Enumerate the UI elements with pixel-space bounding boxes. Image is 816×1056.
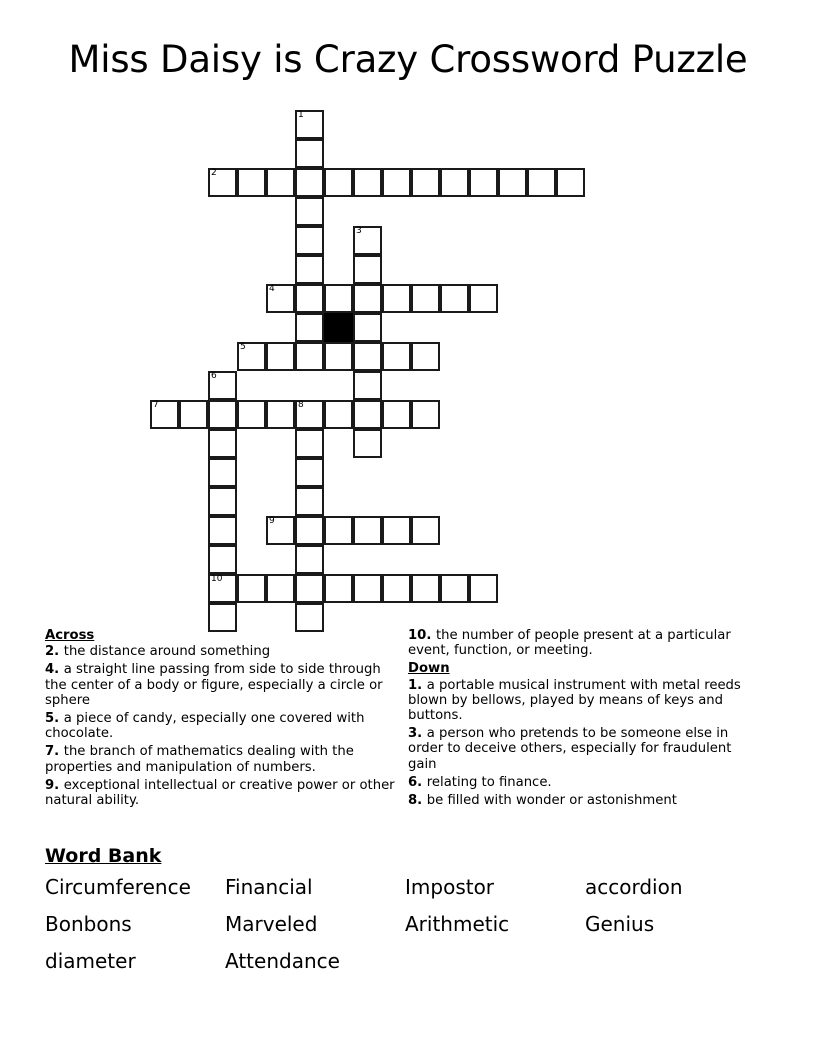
clue-text: a portable musical instrument with metal reeds blown by bellows, played by means of keys and buttons. (408, 677, 741, 724)
clue-text: a straight line passing from side to side through the center of a body or figure, especially a circle or sphere (45, 662, 383, 708)
down-clues (408, 678, 760, 809)
page-title: Miss Daisy is Crazy Crossword Puzzle (68, 38, 748, 81)
cell-number: 3 (356, 226, 362, 236)
word-bank-grid (45, 873, 775, 976)
grid-cell[interactable] (208, 487, 237, 516)
clue-item (45, 778, 395, 808)
cell-number: 5 (240, 342, 246, 352)
grid-cell[interactable] (266, 342, 295, 371)
grid-cell[interactable] (324, 516, 353, 545)
grid-cell[interactable] (208, 429, 237, 458)
grid-cell[interactable] (295, 255, 324, 284)
grid-cell[interactable] (353, 574, 382, 603)
grid-cell[interactable] (353, 168, 382, 197)
across-clues-left (45, 644, 395, 808)
grid-cell[interactable] (295, 487, 324, 516)
grid-cell[interactable] (208, 516, 237, 545)
word-bank-word[interactable]: Genius (585, 912, 655, 936)
down-clue-list (408, 628, 760, 811)
grid-cell[interactable] (295, 284, 324, 313)
clue-item (408, 678, 760, 724)
clue-item (408, 628, 760, 658)
grid-cell[interactable] (556, 168, 585, 197)
grid-block-cell (324, 313, 353, 342)
word-bank-word[interactable]: Marveled (225, 912, 318, 936)
grid-cell[interactable] (411, 516, 440, 545)
clue-number: 4. (45, 662, 64, 678)
grid-cell[interactable] (469, 574, 498, 603)
grid-cell[interactable] (469, 168, 498, 197)
grid-cell[interactable] (295, 139, 324, 168)
grid-cell[interactable] (237, 168, 266, 197)
clue-text: relating to finance. (426, 774, 552, 790)
grid-cell[interactable] (295, 313, 324, 342)
cell-number: 10 (211, 574, 223, 584)
grid-cell[interactable] (295, 226, 324, 255)
across-heading: Across (45, 628, 95, 643)
across-clues-right (408, 628, 760, 658)
grid-cell[interactable] (411, 400, 440, 429)
grid-cell[interactable] (440, 284, 469, 313)
grid-cell[interactable] (324, 574, 353, 603)
clue-number: 8. (408, 793, 427, 809)
grid-cell[interactable] (295, 197, 324, 226)
clue-item (408, 726, 760, 772)
grid-cell[interactable] (295, 574, 324, 603)
clue-item (45, 711, 395, 741)
grid-cell[interactable] (353, 313, 382, 342)
grid-cell[interactable] (353, 516, 382, 545)
grid-cell[interactable] (469, 284, 498, 313)
grid-cell[interactable] (440, 168, 469, 197)
grid-cell[interactable] (208, 458, 237, 487)
grid-cell[interactable] (295, 342, 324, 371)
clue-text: a piece of candy, especially one covered with chocolate. (45, 711, 365, 742)
grid-cell[interactable] (353, 226, 382, 255)
word-bank-word[interactable]: Arithmetic (405, 912, 510, 936)
grid-cell[interactable] (266, 574, 295, 603)
grid-cell[interactable] (295, 516, 324, 545)
grid-cell[interactable] (295, 545, 324, 574)
grid-cell[interactable] (237, 342, 266, 371)
clue-number: 3. (408, 726, 427, 742)
clue-text: the branch of mathematics dealing with the properties and manipulation of numbers. (45, 744, 354, 775)
grid-cell[interactable] (324, 168, 353, 197)
grid-cell[interactable] (295, 429, 324, 458)
cell-number: 7 (153, 400, 159, 410)
grid-cell[interactable] (324, 342, 353, 371)
grid-cell[interactable] (266, 168, 295, 197)
grid-cell[interactable] (353, 284, 382, 313)
grid-cell[interactable] (179, 400, 208, 429)
grid-cell[interactable] (208, 545, 237, 574)
cell-number: 2 (211, 168, 217, 178)
grid-cell[interactable] (266, 284, 295, 313)
down-heading: Down (408, 661, 450, 677)
grid-cell[interactable] (208, 574, 237, 603)
grid-cell[interactable] (237, 400, 266, 429)
clue-item (45, 644, 395, 659)
grid-cell[interactable] (324, 400, 353, 429)
grid-cell[interactable] (382, 284, 411, 313)
grid-cell[interactable] (150, 400, 179, 429)
clue-item (45, 662, 395, 708)
clue-number: 5. (45, 711, 64, 727)
grid-cell[interactable] (208, 371, 237, 400)
grid-cell[interactable] (382, 574, 411, 603)
clue-item (45, 744, 395, 774)
clue-text: exceptional intellectual or creative power or other natural ability. (45, 777, 395, 809)
clue-text: be filled with wonder or astonishment (426, 793, 677, 809)
clue-text: the number of people present at a particular event, function, or meeting. (408, 628, 731, 659)
cell-number: 9 (269, 516, 275, 526)
word-bank-title: Word Bank (45, 845, 162, 867)
grid-cell[interactable] (353, 371, 382, 400)
grid-cell[interactable] (498, 168, 527, 197)
across-clue-list (45, 628, 395, 811)
word-bank-word[interactable]: Attendance (225, 949, 340, 973)
word-bank-word[interactable]: Impostor (405, 875, 495, 899)
grid-cell[interactable] (353, 429, 382, 458)
grid-cell[interactable] (382, 342, 411, 371)
grid-cell[interactable] (440, 574, 469, 603)
clue-text: the distance around something (63, 644, 271, 660)
grid-cell[interactable] (295, 400, 324, 429)
word-bank-word[interactable]: diameter (45, 949, 136, 973)
grid-cell[interactable] (411, 284, 440, 313)
grid-cell[interactable] (527, 168, 556, 197)
cell-number: 8 (298, 400, 304, 410)
word-bank-empty (405, 947, 585, 976)
grid-cell[interactable] (237, 574, 266, 603)
word-bank-word[interactable]: Financial (225, 875, 313, 899)
grid-cell[interactable] (411, 168, 440, 197)
clue-number: 2. (45, 644, 64, 660)
clue-number: 1. (408, 677, 427, 693)
grid-cell[interactable] (295, 168, 324, 197)
clue-item (408, 775, 760, 790)
grid-cell[interactable] (382, 400, 411, 429)
clue-number: 7. (45, 744, 64, 760)
grid-cell[interactable] (382, 168, 411, 197)
clue-text: a person who pretends to be someone else in order to deceive others, especially for fraudulent gain (408, 726, 732, 772)
clue-item (408, 793, 760, 808)
cell-number: 6 (211, 371, 217, 381)
grid-cell[interactable] (411, 342, 440, 371)
grid-cell[interactable] (208, 168, 237, 197)
clue-number: 10. (408, 628, 436, 643)
grid-cell[interactable] (353, 400, 382, 429)
grid-cell[interactable] (353, 255, 382, 284)
clue-number: 9. (45, 777, 64, 793)
cell-number: 1 (298, 110, 304, 120)
word-bank-empty (585, 947, 765, 976)
grid-cell[interactable] (295, 458, 324, 487)
grid-cell[interactable] (266, 516, 295, 545)
grid-cell[interactable] (266, 400, 295, 429)
word-bank (45, 845, 775, 976)
grid-cell[interactable] (382, 516, 411, 545)
word-bank-word[interactable]: Bonbons (45, 912, 132, 936)
clue-number: 6. (408, 774, 427, 790)
word-bank-word[interactable]: Circumference (45, 875, 191, 899)
word-bank-word[interactable]: accordion (585, 875, 683, 899)
grid-cell[interactable] (353, 342, 382, 371)
grid-cell[interactable] (411, 574, 440, 603)
grid-cell[interactable] (324, 284, 353, 313)
cell-number: 4 (269, 284, 275, 294)
grid-cell[interactable] (208, 400, 237, 429)
grid-cell[interactable] (295, 110, 324, 139)
